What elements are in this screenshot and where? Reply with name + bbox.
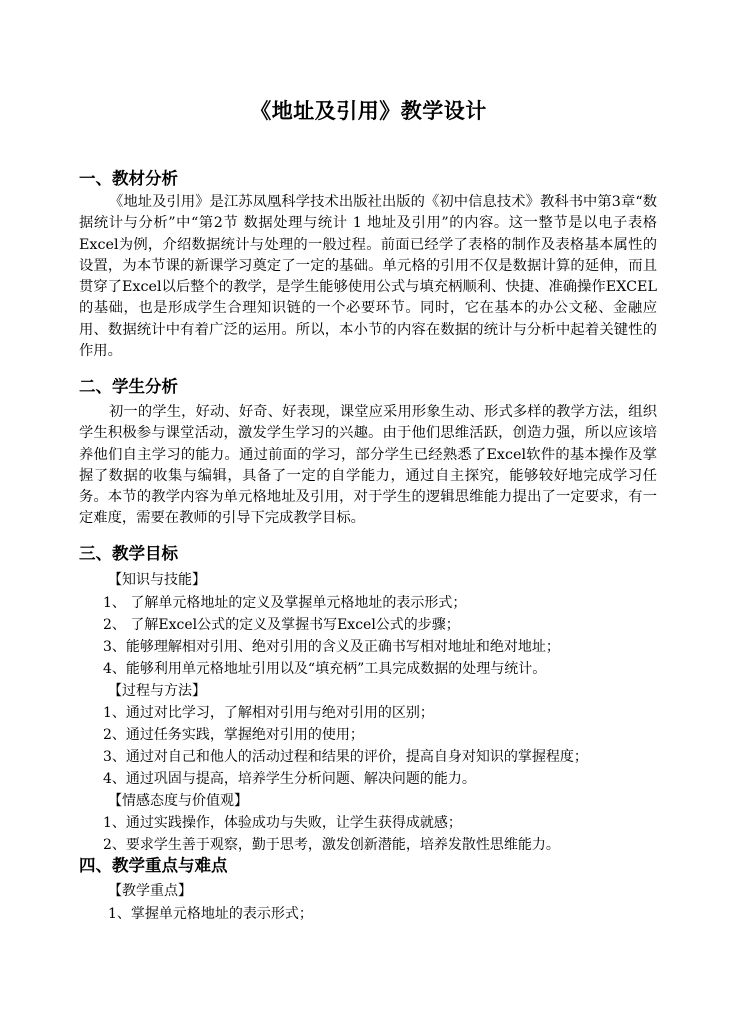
section-heading-key-points: 四、教学重点与难点 xyxy=(79,856,228,875)
group-label-knowledge-skills: 【知识与技能】 xyxy=(108,572,206,588)
section-heading-textbook-analysis: 一、教材分析 xyxy=(79,169,178,188)
section-paragraph-textbook-analysis: 《地址及引用》是江苏凤凰科学技术出版社出版的《初中信息技术》教科书中第3章“数据统计与分析”中“第2节 数据处理与统计 1 地址及引用”的内容。这一整节是以电子表格Excel为例，介绍数据统计与处理的一般过程。前面已经学了表格的制作及表格基本属性的设置，为本节课的新课学习奠定了一定的基础。单元格的引用不仅是数据计算的延伸，而且贯穿了Excel以后整个的教学，是学生能够使用公式与填充柄顺利、快捷、准确操作EXCEL的基础，也是形成学生合理知识链的一个必要环节。同时，它在基本的办公文秘、金融应用、数据统计中有着广泛的运用。所以，本小节的内容在数据的统计与分析中起着关键性的作用。 xyxy=(79,194,657,360)
list-item: 1、 了解单元格地址的定义及掌握单元格地址的表示形式； xyxy=(103,595,467,611)
group-label-emotions-values: 【情感态度与价值观】 xyxy=(108,793,248,809)
list-item: 1、掌握单元格地址的表示形式； xyxy=(108,906,313,922)
section-paragraph-student-analysis: 初一的学生，好动、好奇、好表现，课堂应采用形象生动、形式多样的教学方法，组织学生积极参与课堂活动，激发学生学习的兴趣。由于他们思维活跃，创造力强，所以应该培养他们自主学习的能力。通过前面的学习，部分学生已经熟悉了Excel软件的基本操作及掌握了数据的收集与编辑，具备了一定的自学能力，通过自主探究，能够较好地完成学习任务。本节的教学内容为单元格地址及引用，对于学生的逻辑思维能力提出了一定要求，有一定难度，需要在教师的引导下完成教学目标。 xyxy=(79,404,657,527)
group-label-process-methods: 【过程与方法】 xyxy=(108,683,206,699)
document-title: 《地址及引用》教学设计 xyxy=(250,98,487,123)
list-item: 1、通过对比学习，了解相对引用与绝对引用的区别； xyxy=(103,705,434,721)
list-item: 4、通过巩固与提高，培养学生分析问题、解决问题的能力。 xyxy=(103,771,476,787)
list-item: 3、能够理解相对引用、绝对引用的含义及正确书写相对地址和绝对地址； xyxy=(103,639,560,655)
group-label-teaching-focus: 【教学重点】 xyxy=(108,883,192,899)
list-item: 2、要求学生善于观察，勤于思考，激发创新潜能，培养发散性思维能力。 xyxy=(103,837,560,853)
section-heading-teaching-goals: 三、教学目标 xyxy=(79,544,178,563)
list-item: 1、通过实践操作，体验成功与失败，让学生获得成就感； xyxy=(103,815,462,831)
list-item: 3、通过对自己和他人的活动过程和结果的评价，提高自身对知识的掌握程度； xyxy=(103,749,588,765)
section-heading-student-analysis: 二、学生分析 xyxy=(79,377,178,396)
list-item: 2、通过任务实践，掌握绝对引用的使用； xyxy=(103,727,364,743)
list-item: 4、能够利用单元格地址引用以及“填充柄”工具完成数据的处理与统计。 xyxy=(103,661,547,677)
list-item: 2、 了解Excel公式的定义及掌握书写Excel公式的步骤； xyxy=(103,617,460,633)
